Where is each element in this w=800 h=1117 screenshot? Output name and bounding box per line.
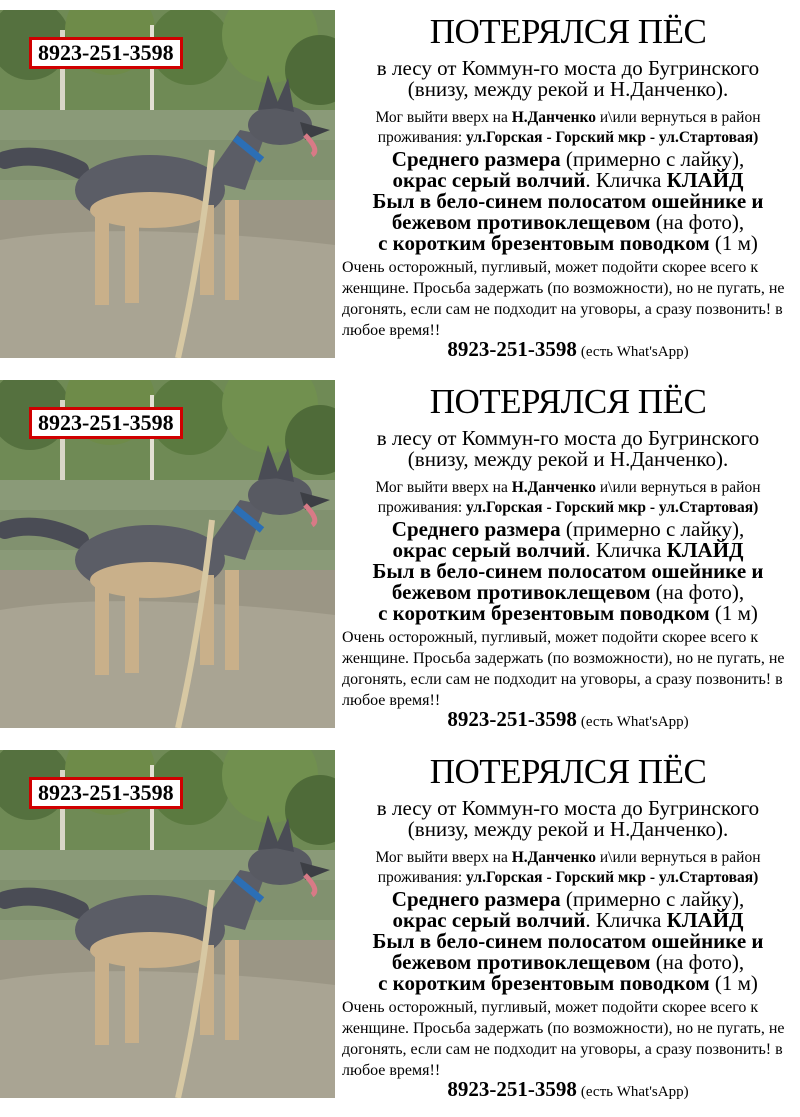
possible-route-text <box>338 108 798 148</box>
location-text <box>338 58 798 100</box>
dog-description <box>338 889 798 994</box>
flyer-block-3 <box>0 750 800 1100</box>
behavior-note: Очень осторожный, пугливый, может подойти скорее всего к женщине. Просьба задержать (по возможности), но не пугать, не догонять, если сам не подходит на уговоры, а сразу позвонить! в любое время!! <box>342 629 785 709</box>
possible-route-text <box>338 478 798 518</box>
color-text: окрас серый волчий <box>392 908 586 932</box>
route-street: Н.Данченко <box>511 109 597 126</box>
flyer-title: ПОТЕРЯЛСЯ ПЁС <box>429 12 707 51</box>
dog-name: КЛАЙД <box>666 538 744 562</box>
contact-line <box>338 707 798 734</box>
route-text: и\или вернуться в район проживания: <box>377 109 761 146</box>
dog-photo <box>0 380 335 728</box>
behavior-note: Очень осторожный, пугливый, может подойти скорее всего к женщине. Просьба задержать (по возможности), но не пугать, не догонять, если сам не подходит на уговоры, а сразу позвонить! в любое время!! <box>342 999 785 1079</box>
flyer-block-2 <box>0 380 800 730</box>
size-note: (примерно с лайку), <box>560 147 745 171</box>
size-text: Среднего размера <box>391 147 561 171</box>
collar-note: (на фото), <box>650 580 745 604</box>
contact-phone: 8923-251-3598 <box>447 337 577 361</box>
leash-text: с коротким брезентовым поводком <box>378 231 710 255</box>
phone-badge: 8923-251-3598 <box>29 37 183 69</box>
location-line: в лесу от Коммун-го моста до Бугринского <box>376 56 760 80</box>
route-street: Н.Данченко <box>511 479 597 496</box>
tick-collar-text: бежевом противоклещевом <box>391 580 651 604</box>
color-text: окрас серый волчий <box>392 538 586 562</box>
contact-line <box>338 1077 798 1104</box>
dog-name: КЛАЙД <box>666 908 744 932</box>
whatsapp-note: (есть What'sApp) <box>580 1084 689 1100</box>
contact-phone: 8923-251-3598 <box>447 1077 577 1101</box>
name-prefix: . Кличка <box>585 168 667 192</box>
size-text: Среднего размера <box>391 517 561 541</box>
location-text <box>338 428 798 470</box>
leash-note: (1 м) <box>709 231 758 255</box>
route-streets: ул.Горская - Горский мкр - ул.Стартовая) <box>466 869 759 886</box>
name-prefix: . Кличка <box>585 538 667 562</box>
size-note: (примерно с лайку), <box>560 887 745 911</box>
flyer-text <box>338 10 798 360</box>
location-text <box>338 798 798 840</box>
dog-photo <box>0 10 335 358</box>
route-text: Мог выйти вверх на <box>375 109 512 126</box>
phone-badge: 8923-251-3598 <box>29 407 183 439</box>
dog-description <box>338 519 798 624</box>
whatsapp-note: (есть What'sApp) <box>580 344 689 360</box>
tick-collar-text: бежевом противоклещевом <box>391 210 651 234</box>
dog-description <box>338 149 798 254</box>
whatsapp-note: (есть What'sApp) <box>580 714 689 730</box>
flyer-title: ПОТЕРЯЛСЯ ПЁС <box>429 382 707 421</box>
size-text: Среднего размера <box>391 887 561 911</box>
collar-note: (на фото), <box>650 210 745 234</box>
contact-phone: 8923-251-3598 <box>447 707 577 731</box>
location-line: (внизу, между рекой и Н.Данченко). <box>407 447 729 471</box>
collar-text: Был в бело-синем полосатом ошейнике и <box>372 559 764 583</box>
phone-badge: 8923-251-3598 <box>29 777 183 809</box>
possible-route-text <box>338 848 798 888</box>
route-text: Мог выйти вверх на <box>375 849 512 866</box>
behavior-note: Очень осторожный, пугливый, может подойти скорее всего к женщине. Просьба задержать (по возможности), но не пугать, не догонять, если сам не подходит на уговоры, а сразу позвонить! в любое время!! <box>342 259 785 339</box>
collar-text: Был в бело-синем полосатом ошейнике и <box>372 189 764 213</box>
dog-name: КЛАЙД <box>666 168 744 192</box>
leash-note: (1 м) <box>709 601 758 625</box>
size-note: (примерно с лайку), <box>560 517 745 541</box>
location-line: в лесу от Коммун-го моста до Бугринского <box>376 796 760 820</box>
route-streets: ул.Горская - Горский мкр - ул.Стартовая) <box>466 499 759 516</box>
location-line: в лесу от Коммун-го моста до Бугринского <box>376 426 760 450</box>
route-streets: ул.Горская - Горский мкр - ул.Стартовая) <box>466 129 759 146</box>
color-text: окрас серый волчий <box>392 168 586 192</box>
dog-photo <box>0 750 335 1098</box>
collar-text: Был в бело-синем полосатом ошейнике и <box>372 929 764 953</box>
route-text: и\или вернуться в район проживания: <box>377 849 761 886</box>
collar-note: (на фото), <box>650 950 745 974</box>
name-prefix: . Кличка <box>585 908 667 932</box>
route-text: Мог выйти вверх на <box>375 479 512 496</box>
location-line: (внизу, между рекой и Н.Данченко). <box>407 817 729 841</box>
flyer-title: ПОТЕРЯЛСЯ ПЁС <box>429 752 707 791</box>
flyer-text <box>338 380 798 730</box>
flyer-block-1 <box>0 10 800 360</box>
leash-text: с коротким брезентовым поводком <box>378 601 710 625</box>
leash-text: с коротким брезентовым поводком <box>378 971 710 995</box>
route-street: Н.Данченко <box>511 849 597 866</box>
contact-line <box>338 337 798 364</box>
flyer-text <box>338 750 798 1100</box>
leash-note: (1 м) <box>709 971 758 995</box>
route-text: и\или вернуться в район проживания: <box>377 479 761 516</box>
location-line: (внизу, между рекой и Н.Данченко). <box>407 77 729 101</box>
tick-collar-text: бежевом противоклещевом <box>391 950 651 974</box>
